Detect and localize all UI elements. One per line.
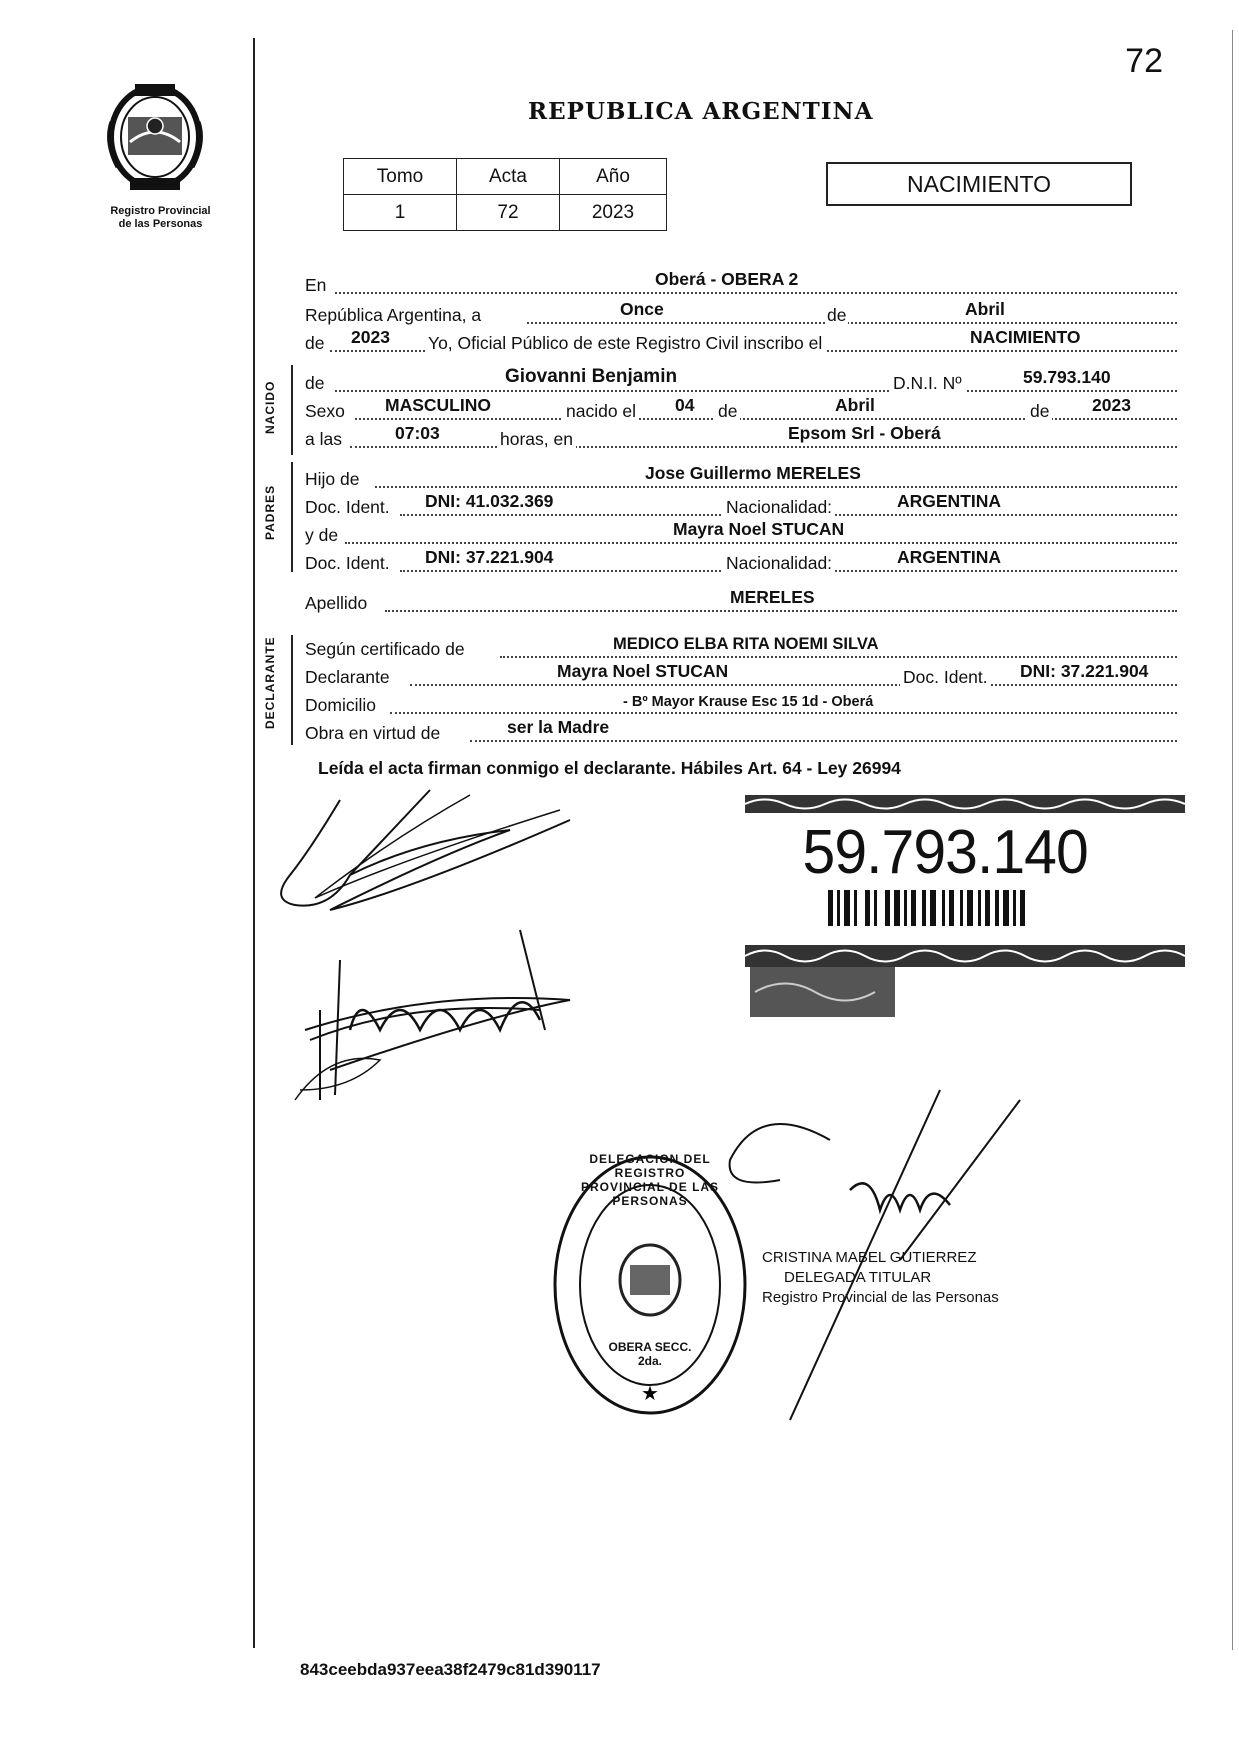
padres-bracket [291, 462, 293, 572]
row-time [305, 423, 1177, 452]
value-acta: 72 [457, 195, 560, 231]
right-margin-line [1232, 30, 1233, 1650]
dom-value: - Bº Mayor Krause Esc 15 1d - Oberá [623, 694, 874, 710]
decl-doc-label: Doc. Ident. [900, 667, 991, 688]
decl-doc: DNI: 37.221.904 [1020, 661, 1149, 681]
act-value: NACIMIENTO [970, 327, 1081, 347]
sexo-label: Sexo [305, 401, 345, 421]
dom-label: Domicilio [305, 695, 376, 715]
apellido-label: Apellido [305, 593, 368, 613]
nacido-bracket [291, 365, 293, 455]
birth-place: Epsom Srl - Oberá [788, 423, 941, 443]
legal-text: Leída el acta firman conmigo el declarante. Hábiles Art. 64 - Ley 26994 [318, 758, 901, 778]
birth-day: 04 [675, 395, 695, 415]
father-name: Jose Guillermo MERELES [645, 463, 861, 483]
row-sexo [305, 395, 1177, 424]
child-dni: 59.793.140 [1023, 367, 1111, 387]
official-stamp [762, 1248, 999, 1308]
row-en [305, 269, 1177, 298]
row-apellido [305, 587, 1177, 616]
birth-month: Abril [835, 395, 875, 415]
logo-caption: Registro Provincial de las Personas [110, 205, 211, 230]
header-tomo: Tomo [344, 159, 457, 195]
obra-value: ser la Madre [507, 717, 610, 737]
inscribe-text: Yo, Oficial Público de este Registro Civil inscribo el [425, 333, 825, 354]
row-certificado [305, 636, 1177, 662]
record-table [343, 158, 667, 231]
de-label-3: de [1027, 401, 1052, 422]
sexo-value: MASCULINO [385, 395, 491, 415]
birth-time: 07:03 [395, 423, 440, 443]
row-mother [305, 519, 1177, 548]
official-office: Registro Provincial de las Personas [762, 1289, 999, 1306]
row-name [305, 366, 1177, 396]
month-value: Abril [965, 299, 1005, 319]
cert-value: MEDICO ELBA RITA NOEMI SILVA [613, 635, 879, 653]
en-label: En [305, 275, 327, 295]
header-acta: Acta [457, 159, 560, 195]
de2-label: de [305, 333, 325, 353]
dni-sticker-number: 59.793.140 [802, 818, 1088, 887]
father-nat-label: Nacionalidad: [723, 497, 835, 518]
de-label: de [827, 305, 847, 325]
place-value: Oberá - OBERA 2 [655, 269, 799, 289]
row-mother-doc [305, 547, 1177, 576]
left-margin-line [253, 38, 255, 1648]
cert-label: Según certificado de [305, 639, 465, 659]
record-type-box: NACIMIENTO [826, 162, 1132, 206]
value-anio: 2023 [560, 195, 667, 231]
republic-label: República Argentina, a [305, 305, 482, 325]
declarante-bracket [291, 635, 293, 745]
declarante-section-label: DECLARANTE [263, 636, 277, 729]
page-number: 72 [1125, 42, 1163, 80]
apellido-value: MERELES [730, 587, 815, 607]
nacido-el-label: nacido el [563, 401, 639, 422]
header-anio: Año [560, 159, 667, 195]
nacido-de-label: de [305, 373, 325, 393]
official-role: DELEGADA TITULAR [784, 1269, 932, 1286]
seal-inner-text: OBERA SECC. 2da. [608, 1340, 692, 1368]
value-tomo: 1 [344, 195, 457, 231]
obra-label: Obra en virtud de [305, 723, 441, 743]
mother-doc: DNI: 37.221.904 [425, 547, 554, 567]
row-father-doc [305, 491, 1177, 520]
svg-text:★: ★ [641, 1381, 659, 1405]
record-table-header-row [344, 159, 667, 195]
decl-label: Declarante [305, 667, 390, 687]
day-value: Once [620, 299, 664, 319]
document-title: REPUBLICA ARGENTINA [528, 98, 874, 125]
official-name: CRISTINA MABEL GUTIERREZ [762, 1249, 977, 1266]
row-father [305, 463, 1177, 492]
father-doc: DNI: 41.032.369 [425, 491, 554, 511]
mother-name: Mayra Noel STUCAN [673, 519, 845, 539]
child-name: Giovanni Benjamin [505, 366, 678, 387]
record-table-value-row [344, 195, 667, 231]
de-label-2: de [715, 401, 740, 422]
father-nationality: ARGENTINA [897, 491, 1002, 511]
father-doc-label: Doc. Ident. [305, 497, 390, 517]
seal-outer-text: DELEGACION DEL REGISTRO PROVINCIAL DE LAS PERSONAS [580, 1152, 720, 1208]
document-hash: 843ceebda937eea38f2479c81d390117 [300, 1660, 601, 1679]
birth-year: 2023 [1092, 395, 1131, 415]
row-year [305, 327, 1177, 356]
decl-value: Mayra Noel STUCAN [557, 661, 729, 681]
row-domicilio [305, 692, 1177, 718]
hijo-label: Hijo de [305, 469, 360, 489]
row-obra [305, 717, 1177, 746]
mother-nat-label: Nacionalidad: [723, 553, 835, 574]
alas-label: a las [305, 429, 342, 449]
horas-label: horas, en [497, 429, 576, 450]
dni-label: D.N.I. Nº [890, 373, 965, 394]
mother-nationality: ARGENTINA [897, 547, 1002, 567]
yde-label: y de [305, 525, 339, 545]
row-declarante [305, 661, 1177, 690]
officer-signature [290, 920, 590, 1120]
declarant-signature [270, 780, 600, 940]
row-date [305, 299, 1177, 328]
mother-doc-label: Doc. Ident. [305, 553, 390, 573]
nacido-section-label: NACIDO [263, 380, 277, 434]
year-value: 2023 [351, 327, 390, 347]
misiones-coat-of-arms-icon [100, 82, 210, 192]
padres-section-label: PADRES [263, 484, 277, 540]
